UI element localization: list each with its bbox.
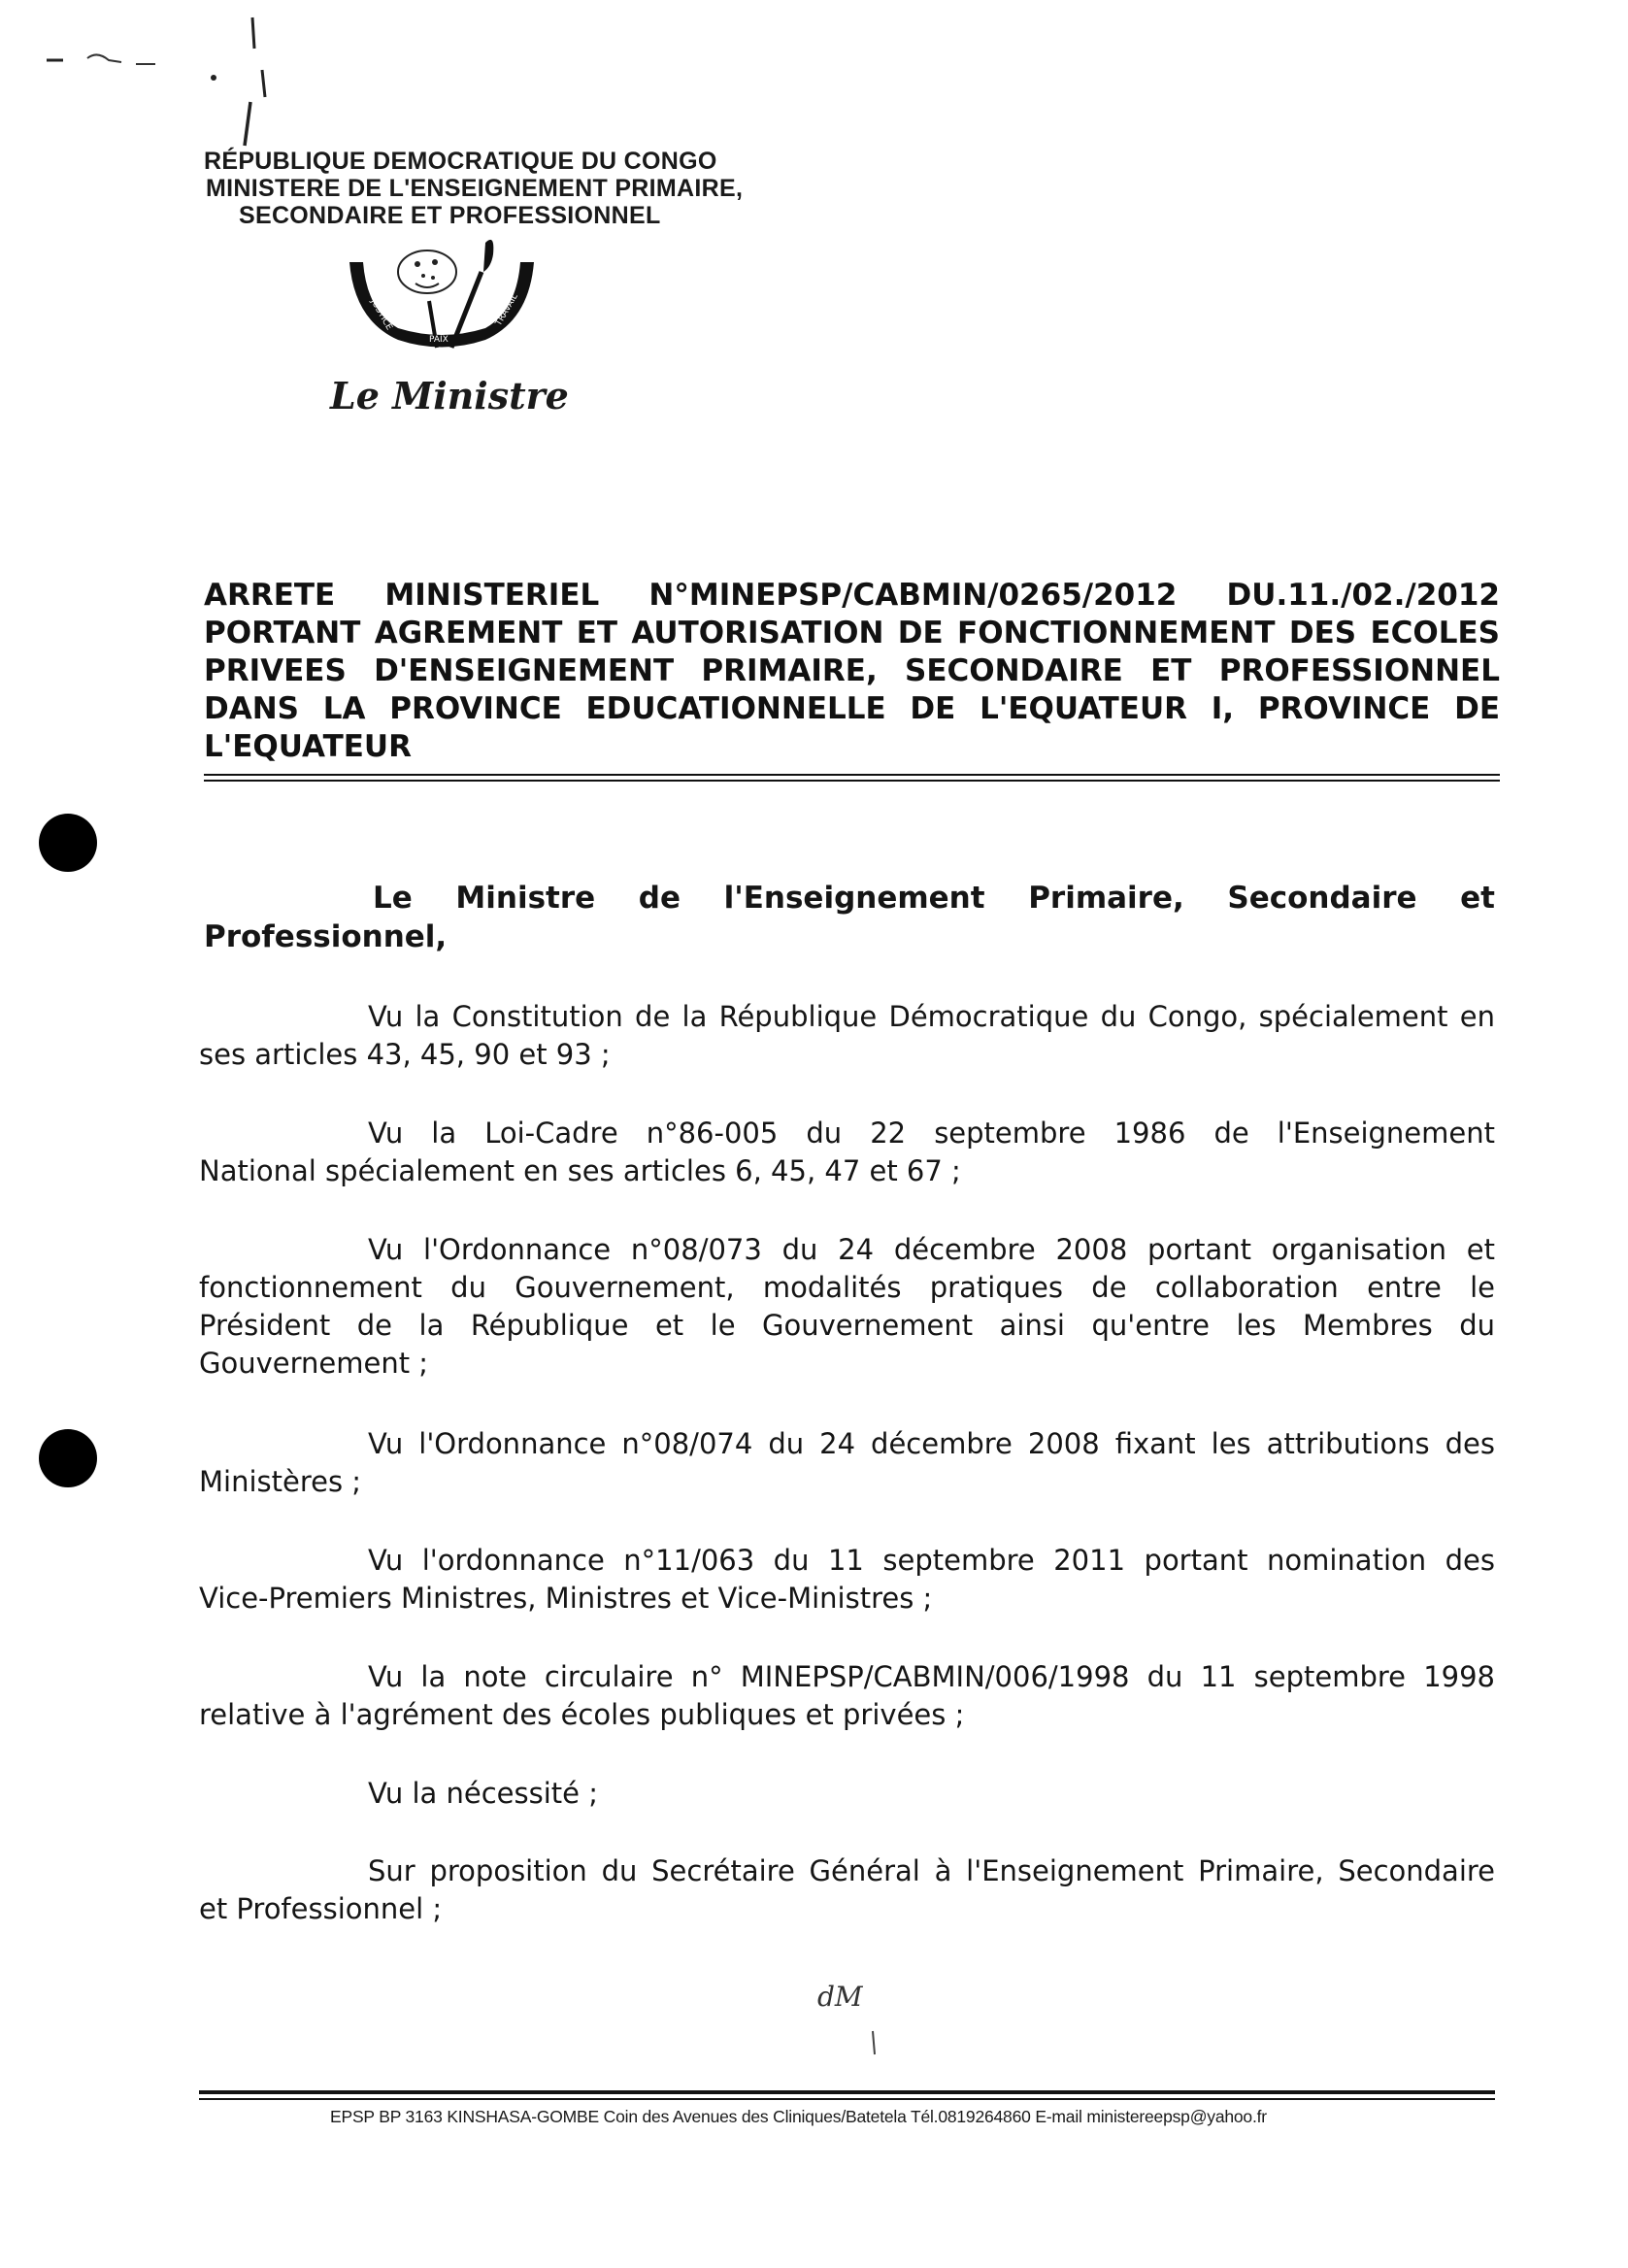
arrete-title-line: ARRETE MINISTERIEL N°MINEPSP/CABMIN/0265/2012 DU.11./02./2012: [204, 578, 1500, 613]
motto-left: JUSTICE: [368, 297, 394, 332]
paragraph-line: Vu la nécessité ;: [368, 1777, 598, 1810]
handwritten-initials: dM: [817, 1981, 863, 2013]
arrete-title-line: PORTANT AGREMENT ET AUTORISATION DE FONCTIONNEMENT DES ECOLES: [204, 616, 1500, 650]
paragraph-line: Vice-Premiers Ministres, Ministres et Vice-Ministres ;: [199, 1582, 933, 1615]
paragraph-line: Sur proposition du Secrétaire Général à l'Enseignement Primaire, Secondaire: [368, 1854, 1495, 1887]
signature-title-le-ministre: Le Ministre: [330, 374, 569, 417]
intro-line: Le Ministre de l'Enseignement Primaire, Secondaire et: [373, 881, 1495, 916]
paragraph-line: fonctionnement du Gouvernement, modalités pratiques de collaboration entre le: [199, 1271, 1495, 1304]
paragraph-line: Vu l'ordonnance n°11/063 du 11 septembre 2011 portant nomination des: [368, 1544, 1495, 1577]
paragraph-ordonnance-063: [199, 1542, 1495, 1618]
footer-rule-thick: [199, 2090, 1495, 2094]
arrete-title-line: PRIVEES D'ENSEIGNEMENT PRIMAIRE, SECONDAIRE ET PROFESSIONNEL: [204, 653, 1500, 688]
paragraph-line: Vu la note circulaire n° MINEPSP/CABMIN/006/1998 du 11 septembre 1998: [368, 1660, 1495, 1693]
paragraph-line: Vu l'Ordonnance n°08/073 du 24 décembre 2008 portant organisation et: [368, 1233, 1495, 1266]
paragraph-ordonnance-073: [199, 1231, 1495, 1383]
scan-marks: [29, 10, 282, 155]
paragraph-line: Ministères ;: [199, 1465, 362, 1498]
header-republic: RÉPUBLIQUE DEMOCRATIQUE DU CONGO: [204, 148, 717, 175]
paragraph-loi-cadre: [199, 1115, 1495, 1190]
motto-right: TRAVAIL: [493, 291, 520, 328]
header-ministry: MINISTERE DE L'ENSEIGNEMENT PRIMAIRE,: [206, 175, 744, 202]
paragraph-note-circulaire: [199, 1658, 1495, 1734]
paragraph-ordonnance-074: [199, 1425, 1495, 1501]
paragraph-necessite: [199, 1775, 1495, 1813]
paragraph-proposition: [199, 1852, 1495, 1928]
paragraph-line: et Professionnel ;: [199, 1892, 443, 1925]
punch-hole-top: [39, 814, 97, 872]
arrete-title-line: DANS LA PROVINCE EDUCATIONNELLE DE L'EQUATEUR I, PROVINCE DE: [204, 691, 1500, 726]
intro-minister: [204, 879, 1495, 956]
paragraph-line: Vu la Loi-Cadre n°86-005 du 22 septembre 1986 de l'Enseignement: [368, 1117, 1495, 1150]
coat-of-arms-emblem: [340, 233, 553, 359]
arrete-title-line: L'EQUATEUR: [204, 729, 412, 764]
intro-line: Professionnel,: [204, 919, 448, 954]
footer-rule-thin: [199, 2098, 1495, 2100]
initials-tick: [869, 2029, 879, 2058]
title-rule-top: [204, 774, 1500, 776]
paragraph-line: Vu l'Ordonnance n°08/074 du 24 décembre 2008 fixant les attributions des: [368, 1427, 1495, 1460]
title-rule-bottom: [204, 780, 1500, 782]
paragraph-line: Vu la Constitution de la République Démocratique du Congo, spécialement en: [368, 1000, 1495, 1033]
arrete-title: [204, 577, 1500, 766]
paragraph-line: relative à l'agrément des écoles publiques et privées ;: [199, 1698, 965, 1731]
punch-hole-bottom: [39, 1429, 97, 1487]
motto-bottom: PAIX: [429, 335, 449, 345]
footer-address: EPSP BP 3163 KINSHASA-GOMBE Coin des Avenues des Cliniques/Batetela Tél.0819264860 E-mail ministereepsp@yahoo.fr: [330, 2107, 1267, 2126]
paragraph-line: ses articles 43, 45, 90 et 93 ;: [199, 1038, 611, 1071]
paragraph-line: National spécialement en ses articles 6, 45, 47 et 67 ;: [199, 1154, 961, 1187]
paragraph-line: Président de la République et le Gouvernement ainsi qu'entre les Membres du: [199, 1309, 1495, 1342]
paragraph-constitution: [199, 998, 1495, 1074]
paragraph-line: Gouvernement ;: [199, 1347, 429, 1380]
header-ministry-cont: SECONDAIRE ET PROFESSIONNEL: [239, 202, 661, 229]
